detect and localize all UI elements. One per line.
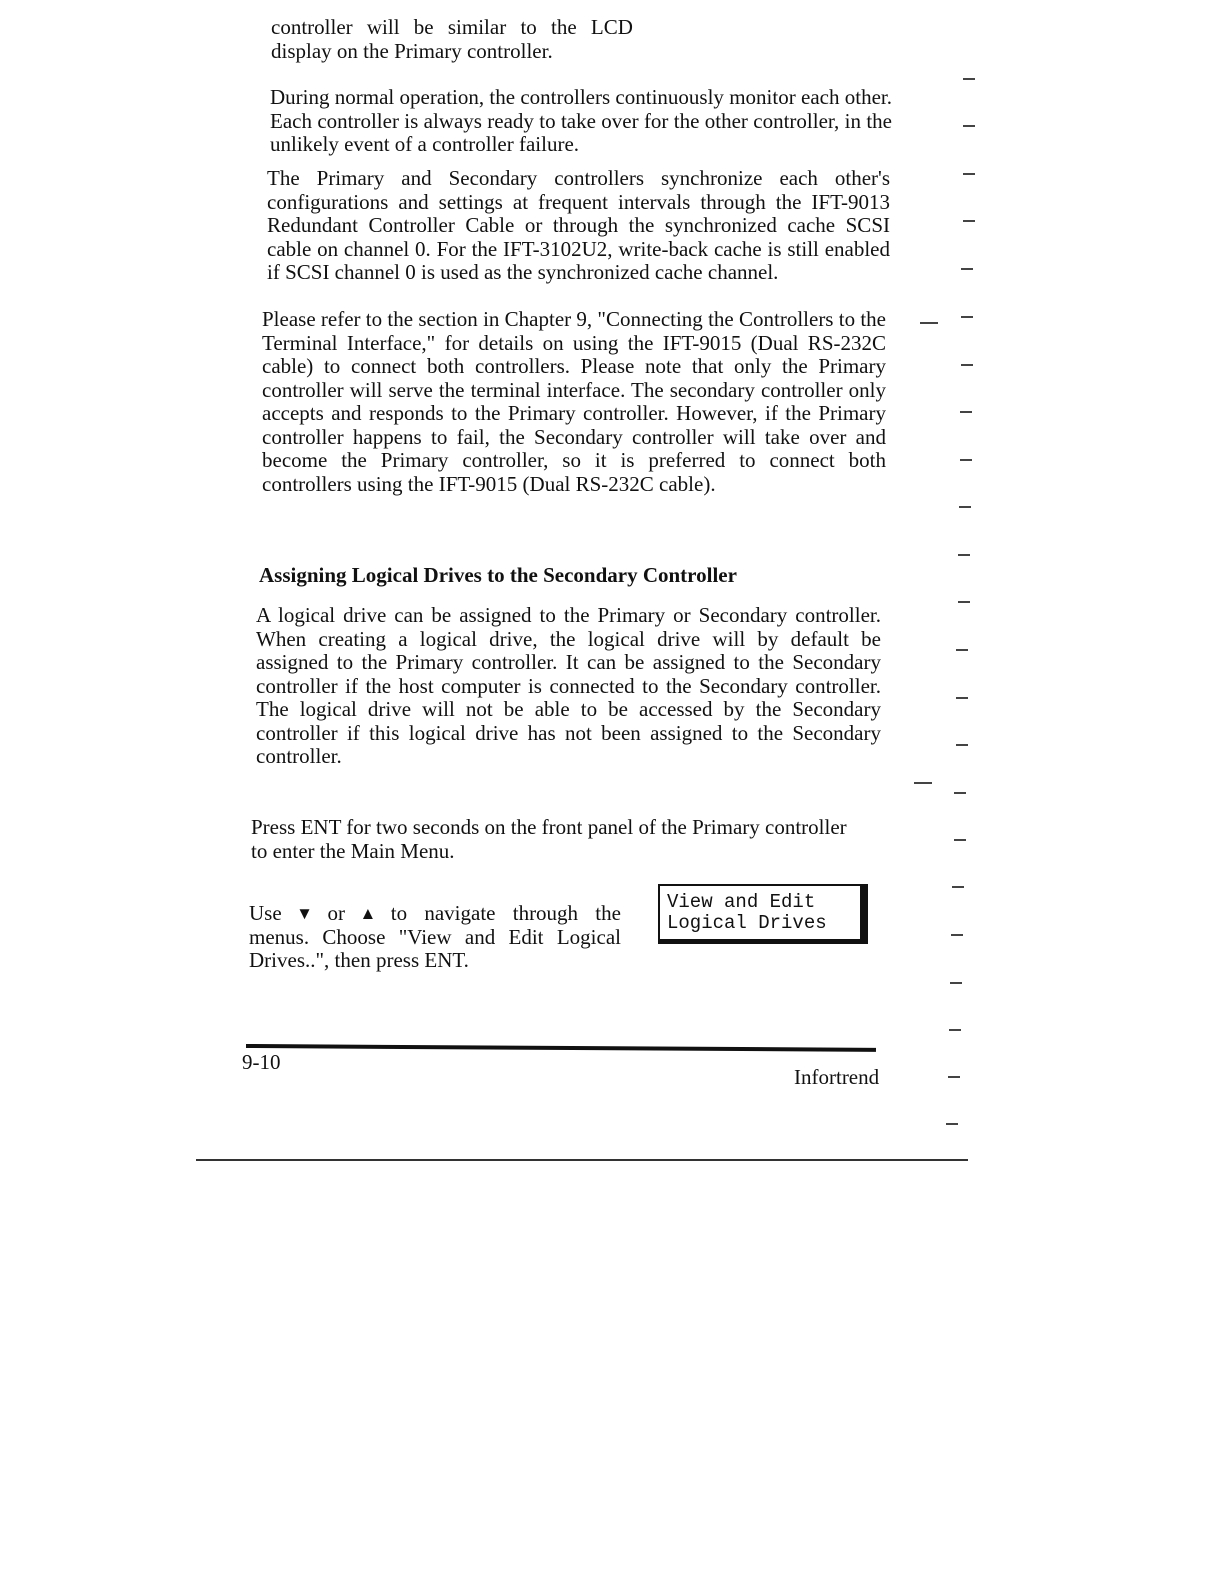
text-line: to enter the Main Menu. xyxy=(251,838,455,863)
paragraph-navigate-instructions xyxy=(249,902,621,973)
text-line: controller will be similar to the LCD xyxy=(271,15,633,39)
scan-mark xyxy=(920,322,938,324)
scan-mark xyxy=(956,744,968,746)
footer-brand: Infortrend xyxy=(794,1065,880,1089)
scan-mark xyxy=(949,1029,961,1031)
scan-mark xyxy=(958,554,970,556)
paragraph-press-ent xyxy=(251,816,881,863)
scan-mark xyxy=(961,364,973,366)
paragraph-assigning-logical-drives: A logical drive can be assigned to the Primary or Secondary controller. When creating a logical drive, the logical drive will by default be assigned to the Primary controller. It can be assigned to the Secondary controller if the host computer is connected to the Secondary controller. The logical drive will not be able to be accessed by the Secondary controller if this logical drive has not been assigned to the Secondary controller. xyxy=(256,603,881,768)
text-or: or xyxy=(327,901,345,925)
text-line: display on the Primary controller. xyxy=(271,38,553,63)
text-line: menus. Choose "View and Edit Logical xyxy=(249,924,621,949)
scan-mark xyxy=(961,268,973,270)
scan-mark xyxy=(952,886,964,888)
lcd-display xyxy=(658,884,868,944)
scan-mark xyxy=(960,411,972,413)
text-use: Use xyxy=(249,901,282,925)
text-line xyxy=(249,902,621,926)
page-bottom-rule xyxy=(196,1159,968,1161)
scan-mark xyxy=(959,506,971,508)
up-arrow-icon: ▲ xyxy=(359,904,377,923)
paragraph-synchronization: The Primary and Secondary controllers synchronize each other's configurations and settings at frequent intervals through the IFT-9013 Redundant Controller Cable or through the synchronized cache SCSI cable on channel 0. For the IFT-3102U2, write-back cache is still enabled if SCSI channel 0 is used as the synchronized cache channel. xyxy=(267,166,890,284)
text-navigate: to navigate through the xyxy=(390,901,621,925)
scan-mark xyxy=(956,649,968,651)
text-line: Press ENT for two seconds on the front panel of the Primary controller xyxy=(251,815,847,839)
lcd-line-1: View and Edit xyxy=(667,891,816,913)
scan-mark xyxy=(914,782,932,784)
paragraph-normal-operation: During normal operation, the controllers continuously monitor each other. Each controller is always ready to take over for the other controller, in the unlikely event of a controller failure. xyxy=(270,85,892,156)
paragraph-terminal-interface: Please refer to the section in Chapter 9, "Connecting the Controllers to the Terminal Interface," for details on using the IFT-9015 (Dual RS-232C cable) to connect both controllers. Please note that only the Primary controller will serve the terminal interface. The secondary controller only accepts and responds to the Primary controller. However, if the Primary controller happens to fail, the Secondary controller will take over and become the Primary controller, so it is preferred to connect both controllers using the IFT-9015 (Dual RS-232C cable). xyxy=(262,307,886,496)
paragraph-lcd-continuation xyxy=(271,16,651,63)
scan-mark xyxy=(954,839,966,841)
scan-mark xyxy=(946,1123,958,1125)
page-number: 9-10 xyxy=(242,1050,281,1074)
scan-mark xyxy=(958,601,970,603)
scan-mark xyxy=(963,78,975,80)
section-heading: Assigning Logical Drives to the Secondary Controller xyxy=(259,563,737,587)
scan-mark xyxy=(963,125,975,127)
text-line: Drives..", then press ENT. xyxy=(249,948,469,972)
scan-mark xyxy=(950,982,962,984)
scan-mark xyxy=(951,934,963,936)
scan-mark xyxy=(963,220,975,222)
scan-mark xyxy=(954,792,966,794)
scan-mark xyxy=(960,459,972,461)
scan-mark xyxy=(961,316,973,318)
down-arrow-icon: ▼ xyxy=(296,904,313,923)
scan-mark xyxy=(963,173,975,175)
scan-mark xyxy=(948,1076,960,1078)
lcd-line-2: Logical Drives xyxy=(667,912,827,934)
scan-mark xyxy=(956,697,968,699)
footer-rule xyxy=(246,1044,876,1052)
